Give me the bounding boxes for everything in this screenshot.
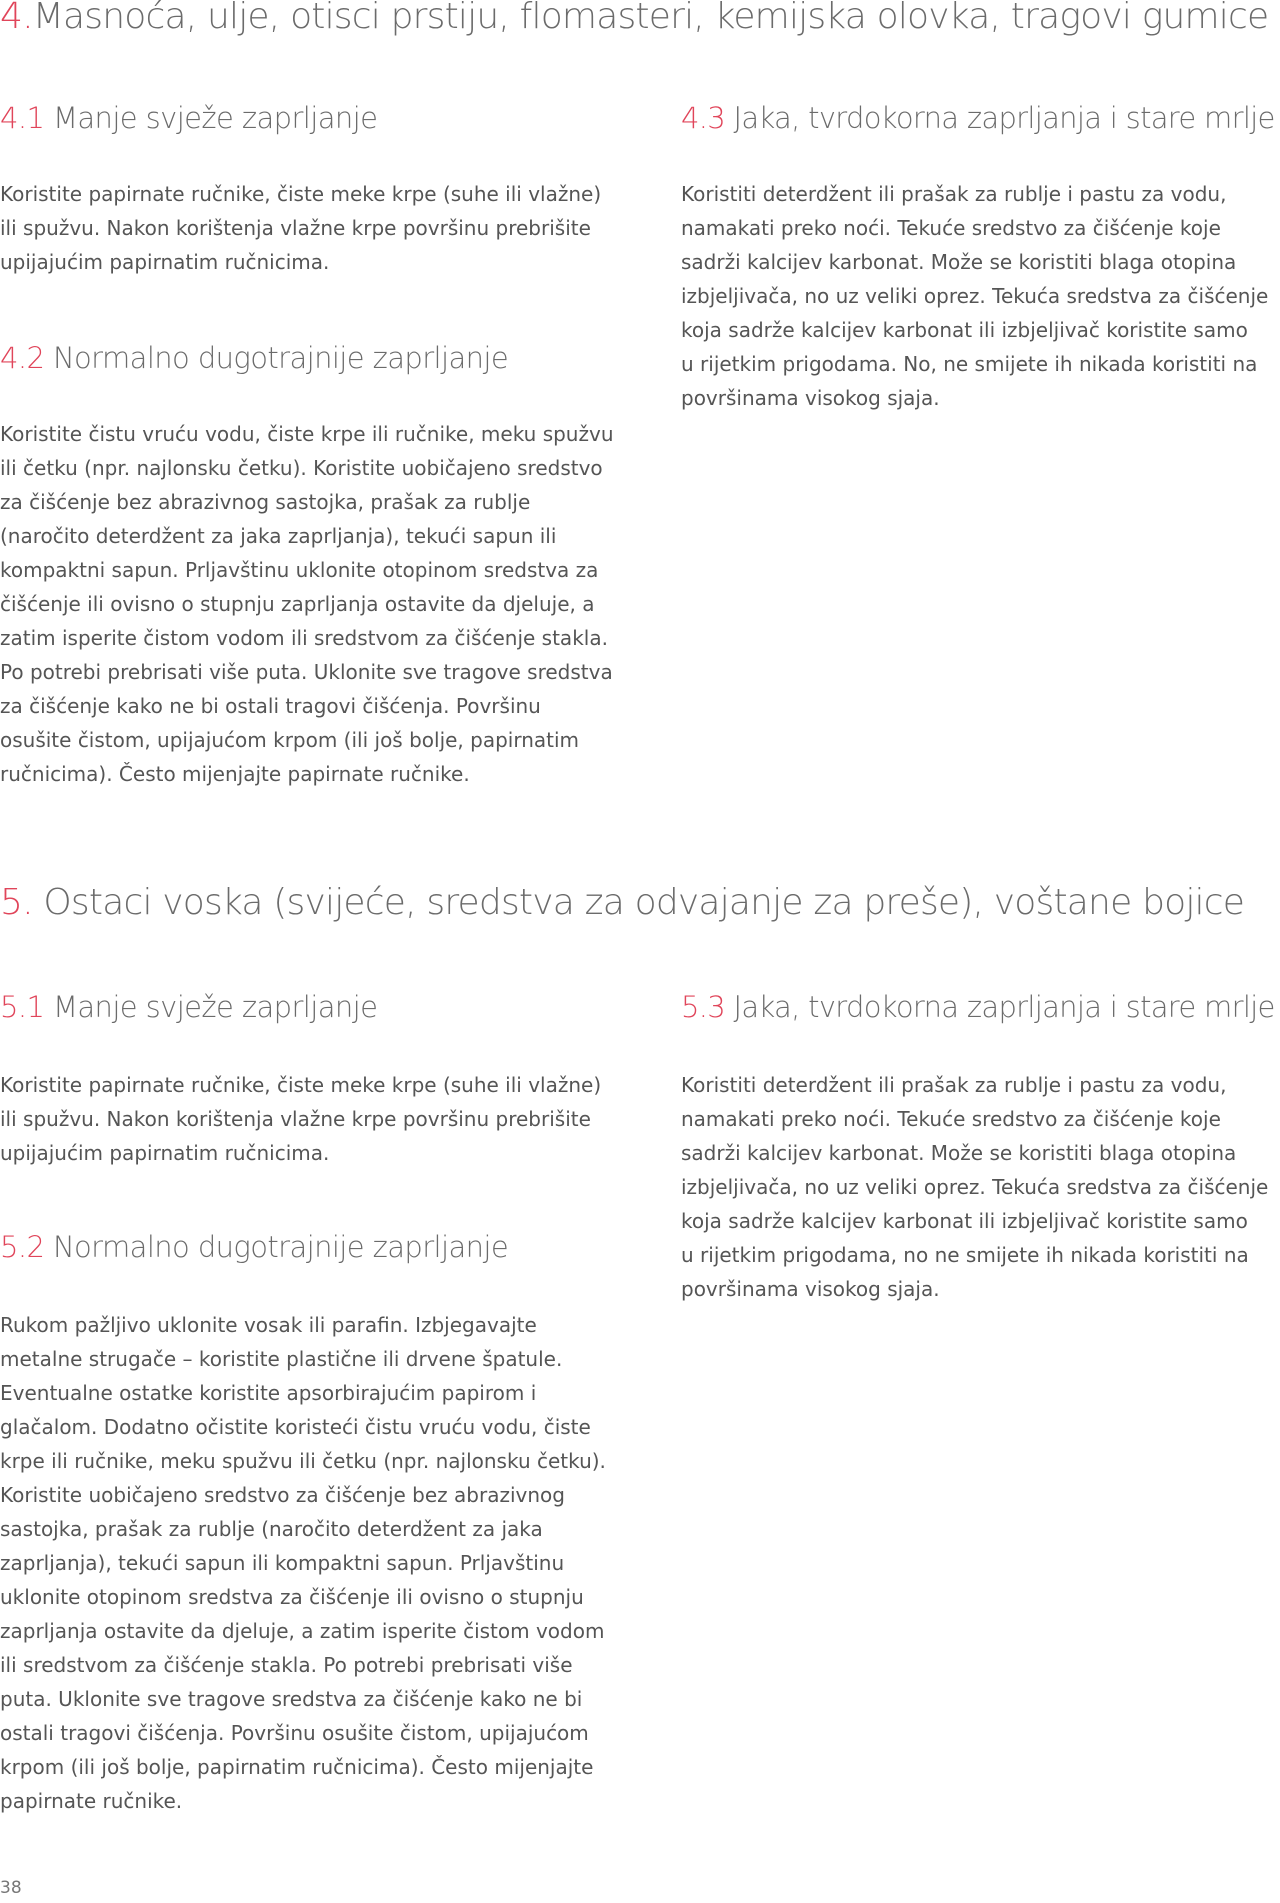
subsection-5-1-heading — [0, 990, 377, 1024]
page-number: 38 — [0, 1878, 22, 1898]
body-line: glačalom. Dodatno očistite koristeći čistu vruću vodu, čiste — [0, 1415, 591, 1439]
subsection-number: 5.1 — [0, 990, 45, 1024]
body-line: Rukom pažljivo uklonite vosak ili parafin. Izbjegavajte — [0, 1313, 537, 1337]
body-line: (naročito deterdžent za jaka zaprljanja), tekući sapun ili — [0, 524, 557, 548]
body-line: krpom (ili još bolje, papirnatim ručnicima). Često mijenjajte — [0, 1755, 594, 1779]
subsection-title: Manje svježe zaprljanje — [44, 990, 378, 1024]
subsection-5-1-body — [0, 1068, 640, 1170]
body-line: ili spužvu. Nakon korištenja vlažne krpe površinu prebrišite — [0, 1107, 591, 1131]
subsection-number: 5.3 — [681, 990, 726, 1024]
body-line: namakati preko noći. Tekuće sredstvo za čišćenje koje — [681, 1107, 1221, 1131]
subsection-5-2-body — [0, 1308, 640, 1818]
subsection-4-3-heading — [681, 101, 1275, 135]
body-line: namakati preko noći. Tekuće sredstvo za čišćenje koje — [681, 216, 1221, 240]
body-line: uklonite otopinom sredstva za čišćenje ili ovisno o stupnju — [0, 1585, 584, 1609]
subsection-5-2-heading — [0, 1230, 508, 1264]
subsection-title: Normalno dugotrajnije zaprljanje — [44, 341, 509, 375]
body-line: sadrži kalcijev karbonat. Može se koristiti blaga otopina — [681, 1141, 1237, 1165]
body-line: ručnicima). Često mijenjajte papirnate ručnike. — [0, 762, 470, 786]
body-line: sadrži kalcijev karbonat. Može se koristiti blaga otopina — [681, 250, 1237, 274]
body-line: površinama visokog sjaja. — [681, 1277, 940, 1301]
body-line: sastojka, prašak za rublje (naročito deterdžent za jaka — [0, 1517, 543, 1541]
body-line: Koristiti deterdžent ili prašak za rublje i pastu za vodu, — [681, 1073, 1227, 1097]
subsection-number: 4.2 — [0, 341, 45, 375]
subsection-title: Manje svježe zaprljanje — [44, 101, 378, 135]
body-line: za čišćenje kako ne bi ostali tragovi čišćenja. Površinu — [0, 694, 541, 718]
subsection-number: 5.2 — [0, 1230, 45, 1264]
subsection-number: 4.3 — [681, 101, 726, 135]
subsection-5-3-body — [681, 1068, 1280, 1306]
body-line: za čišćenje bez abrazivnog sastojka, prašak za rublje — [0, 490, 531, 514]
body-line: u rijetkim prigodama. No, ne smijete ih nikada koristiti na — [681, 352, 1258, 376]
body-line: ili spužvu. Nakon korištenja vlažne krpe površinu prebrišite — [0, 216, 591, 240]
section-number: 5. — [0, 882, 33, 923]
body-line: zaprljanja ostavite da djeluje, a zatim isperite čistom vodom — [0, 1619, 605, 1643]
subsection-number: 4.1 — [0, 101, 45, 135]
body-line: ili sredstvom za čišćenje stakla. Po potrebi prebrisati više — [0, 1653, 573, 1677]
subsection-4-1-heading — [0, 101, 377, 135]
body-line: u rijetkim prigodama, no ne smijete ih nikada koristiti na — [681, 1243, 1249, 1267]
body-line: Koristite uobičajeno sredstvo za čišćenje bez abrazivnog — [0, 1483, 565, 1507]
body-line: Koristite čistu vruću vodu, čiste krpe ili ručnike, meku spužvu — [0, 422, 614, 446]
body-line: upijajućim papirnatim ručnicima. — [0, 1141, 330, 1165]
section-title: Ostaci voska (svijeće, sredstva za odvajanje za preše), voštane bojice — [32, 882, 1245, 923]
section-4-heading — [0, 0, 1268, 37]
body-line: puta. Uklonite sve tragove sredstva za čišćenje kako ne bi — [0, 1687, 583, 1711]
body-line: krpe ili ručnike, meku spužvu ili četku (npr. najlonsku četku). — [0, 1449, 606, 1473]
body-line: Po potrebi prebrisati više puta. Uklonite sve tragove sredstva — [0, 660, 613, 684]
body-line: koja sadrže kalcijev karbonat ili izbjeljivač koristite samo — [681, 318, 1248, 342]
subsection-title: Jaka, tvrdokorna zaprljanja i stare mrlje — [725, 101, 1275, 135]
section-number: 4. — [0, 0, 33, 37]
body-line: Koristiti deterdžent ili prašak za rublje i pastu za vodu, — [681, 182, 1227, 206]
body-line: čišćenje ili ovisno o stupnju zaprljanja ostavite da djeluje, a — [0, 592, 595, 616]
body-line: zatim isperite čistom vodom ili sredstvom za čišćenje stakla. — [0, 626, 608, 650]
body-line: koja sadrže kalcijev karbonat ili izbjeljivač koristite samo — [681, 1209, 1248, 1233]
body-line: ili četku (npr. najlonsku četku). Koristite uobičajeno sredstvo — [0, 456, 603, 480]
body-line: Koristite papirnate ručnike, čiste meke krpe (suhe ili vlažne) — [0, 182, 602, 206]
body-line: izbjeljivača, no uz veliki oprez. Tekuća sredstva za čišćenje — [681, 284, 1269, 308]
body-line: papirnate ručnike. — [0, 1789, 183, 1813]
body-line: izbjeljivača, no uz veliki oprez. Tekuća sredstva za čišćenje — [681, 1175, 1269, 1199]
subsection-4-1-body — [0, 177, 640, 279]
subsection-4-3-body — [681, 177, 1280, 415]
section-5-heading — [0, 882, 1244, 923]
body-line: zaprljanja), tekući sapun ili kompaktni sapun. Prljavštinu — [0, 1551, 565, 1575]
subsection-4-2-heading — [0, 341, 508, 375]
body-line: Eventualne ostatke koristite apsorbirajućim papirom i — [0, 1381, 537, 1405]
subsection-title: Jaka, tvrdokorna zaprljanja i stare mrlje — [725, 990, 1275, 1024]
section-title: Masnoća, ulje, otisci prstiju, flomasteri, kemijska olovka, tragovi gumice — [32, 0, 1269, 37]
subsection-5-3-heading — [681, 990, 1275, 1024]
body-line: metalne strugače – koristite plastične ili drvene špatule. — [0, 1347, 563, 1371]
subsection-4-2-body — [0, 417, 640, 791]
body-line: kompaktni sapun. Prljavštinu uklonite otopinom sredstva za — [0, 558, 599, 582]
body-line: upijajućim papirnatim ručnicima. — [0, 250, 330, 274]
subsection-title: Normalno dugotrajnije zaprljanje — [44, 1230, 509, 1264]
body-line: površinama visokog sjaja. — [681, 386, 940, 410]
body-line: Koristite papirnate ručnike, čiste meke krpe (suhe ili vlažne) — [0, 1073, 602, 1097]
body-line: ostali tragovi čišćenja. Površinu osušite čistom, upijajućom — [0, 1721, 589, 1745]
body-line: osušite čistom, upijajućom krpom (ili još bolje, papirnatim — [0, 728, 580, 752]
